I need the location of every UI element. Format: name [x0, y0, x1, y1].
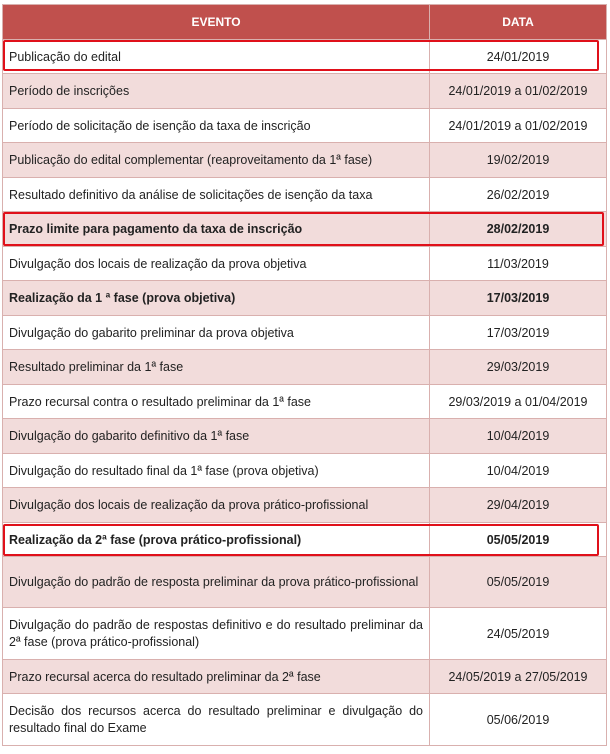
- header-event: EVENTO: [3, 5, 430, 40]
- event-cell: Divulgação do padrão de respostas definitivo e do resultado preliminar da 2ª fase (prova prático-profissional): [3, 608, 430, 660]
- header-date: DATA: [430, 5, 607, 40]
- event-cell: Resultado preliminar da 1ª fase: [3, 350, 430, 385]
- table-row: [3, 109, 607, 143]
- date-cell: 29/03/2019: [430, 350, 607, 385]
- date-cell: 28/02/2019: [430, 212, 607, 247]
- schedule-table: [2, 4, 607, 746]
- date-cell: 19/02/2019: [430, 143, 607, 178]
- date-cell: 10/04/2019: [430, 419, 607, 454]
- date-cell: 26/02/2019: [430, 178, 607, 212]
- date-cell: 24/01/2019: [430, 40, 607, 74]
- table-row: [3, 316, 607, 350]
- event-cell: Período de solicitação de isenção da taxa de inscrição: [3, 109, 430, 143]
- date-cell: 10/04/2019: [430, 454, 607, 488]
- event-cell: Publicação do edital: [3, 40, 430, 74]
- table-row: [3, 247, 607, 281]
- table-row: [3, 385, 607, 419]
- table-row: [3, 488, 607, 523]
- event-cell: Divulgação dos locais de realização da prova objetiva: [3, 247, 430, 281]
- date-cell: 29/04/2019: [430, 488, 607, 523]
- date-cell: 05/05/2019: [430, 523, 607, 557]
- event-cell: Prazo recursal acerca do resultado preliminar da 2ª fase: [3, 660, 430, 694]
- event-cell: Publicação do edital complementar (reaproveitamento da 1ª fase): [3, 143, 430, 178]
- date-cell: 05/05/2019: [430, 557, 607, 608]
- event-cell: Divulgação dos locais de realização da prova prático-profissional: [3, 488, 430, 523]
- event-cell: Realização da 2ª fase (prova prático-profissional): [3, 523, 430, 557]
- date-cell: 24/05/2019 a 27/05/2019: [430, 660, 607, 694]
- date-cell: 17/03/2019: [430, 316, 607, 350]
- event-cell: Período de inscrições: [3, 74, 430, 109]
- date-cell: 17/03/2019: [430, 281, 607, 316]
- event-cell: Divulgação do gabarito preliminar da prova objetiva: [3, 316, 430, 350]
- table-row: [3, 178, 607, 212]
- event-cell: Prazo limite para pagamento da taxa de inscrição: [3, 212, 430, 247]
- table-row: [3, 523, 607, 557]
- table-header-row: [3, 5, 607, 40]
- date-cell: 29/03/2019 a 01/04/2019: [430, 385, 607, 419]
- event-cell: Divulgação do padrão de resposta preliminar da prova prático-profissional: [3, 557, 430, 608]
- schedule-table-wrapper: [2, 4, 606, 746]
- date-cell: 24/01/2019 a 01/02/2019: [430, 74, 607, 109]
- table-row: [3, 40, 607, 74]
- event-cell: Divulgação do gabarito definitivo da 1ª fase: [3, 419, 430, 454]
- event-cell: Decisão dos recursos acerca do resultado preliminar e divulgação do resultado final do Exame: [3, 694, 430, 746]
- event-cell: Resultado definitivo da análise de solicitações de isenção da taxa: [3, 178, 430, 212]
- table-row: [3, 212, 607, 247]
- table-row: [3, 660, 607, 694]
- table-row: [3, 419, 607, 454]
- table-row: [3, 281, 607, 316]
- event-cell: Prazo recursal contra o resultado preliminar da 1ª fase: [3, 385, 430, 419]
- event-cell: Divulgação do resultado final da 1ª fase (prova objetiva): [3, 454, 430, 488]
- table-row: [3, 694, 607, 746]
- date-cell: 24/01/2019 a 01/02/2019: [430, 109, 607, 143]
- event-cell: Realização da 1 ª fase (prova objetiva): [3, 281, 430, 316]
- date-cell: 24/05/2019: [430, 608, 607, 660]
- table-row: [3, 74, 607, 109]
- date-cell: 11/03/2019: [430, 247, 607, 281]
- table-row: [3, 557, 607, 608]
- date-cell: 05/06/2019: [430, 694, 607, 746]
- table-row: [3, 608, 607, 660]
- table-row: [3, 454, 607, 488]
- table-row: [3, 143, 607, 178]
- table-row: [3, 350, 607, 385]
